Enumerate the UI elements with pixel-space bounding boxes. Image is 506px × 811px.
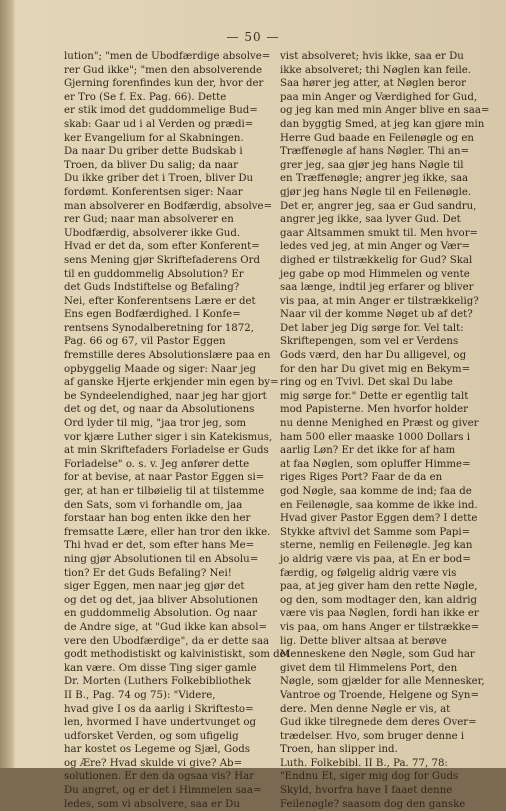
text-line: være vis paa Nøglen, fordi han ikke er [280,608,479,620]
text-line: sens Mening gjør Skriftefaderens Ord [64,254,261,266]
text-line: ikke absolveret; thi Nøglen kan feile. [280,64,471,76]
text-line: trædelser. Hvo, som bruger denne i [280,730,465,742]
text-line: paa min Anger og Værdighed for Gud, [280,91,478,103]
text-line: aarlig Løn? Er det ikke for af ham [280,445,456,457]
text-line: Feilenøgle? saasom dog den ganske [280,798,466,810]
text-line: vere den Ubodfærdige", da er dette saa [64,635,270,647]
text-line: lig. Dette bliver altsaa at berøve [280,635,447,647]
text-line: jo aldrig være vis paa, at En er bod= [280,553,471,565]
text-line: Dr. Morten (Luthers Folkebibliothek [64,676,251,688]
left-text-column [64,50,290,811]
text-line: de Andre sige, at "Gud ikke kan absol= [64,621,268,633]
text-line: jeg gabe op mod Himmelen og vente [280,268,470,280]
text-line: fordømt. Konferentsen siger: Naar [64,186,243,198]
text-line: Menneskene den Nøgle, som Gud har [280,649,475,661]
text-line: tion? Er det Guds Befaling? Nei! [64,567,232,579]
text-line: Du ikke griber det i Troen, bliver Du [64,173,254,185]
text-line: ledes ved jeg, at min Anger og Vær= [280,241,471,253]
text-line: ker Evangelium for al Skabningen. [64,132,244,144]
text-line: grer jeg, saa gjør jeg hans Nøgle til [280,159,464,171]
text-line: Thi hvad er det, som efter hans Me= [64,540,255,552]
text-line: Da naar Du griber dette Budskab i [64,146,243,158]
text-line: Gud ikke tilregnede dem deres Over= [280,717,477,729]
text-line: man absolverer en Bodfærdig, absolve= [64,200,273,212]
text-line: Luth. Folkebibl. II B., Pa. 77, 78: [280,757,448,769]
text-line: angrer jeg ikke, saa lyver Gud. Det [280,214,461,226]
text-line: Troen, da bliver Du salig; da naar [64,159,239,171]
text-line: Stykke aftvivl det Samme som Papi= [280,526,471,538]
text-line: Skriftepengen, som vel er Verdens [280,336,459,348]
text-line: gaar Altsammen smukt til. Men hvor= [280,227,479,239]
text-line: Træffenøgle af hans Nøgler. Thi an= [280,146,470,158]
text-line: Vantroe og Troende, Helgene og Syn= [280,689,480,701]
page-number: — 50 — [226,30,280,44]
text-line: er Tro (Se f. Ex. Pag. 66). Dette [64,91,227,103]
right-text-column [280,50,490,811]
text-line: opbyggelig Maade og siger: Naar jeg [64,363,256,375]
text-line: ger, at han er tilbøielig til at tilstemme [64,486,265,497]
text-line: Naar vil der komme Nøget ub af det? [280,309,473,321]
text-line: givet dem til Himmelens Port, den [280,662,458,674]
text-line: god Nøgle, saa komme de ind; faa de [280,486,472,497]
text-line: II B., Pag. 74 og 75): "Videre, [64,689,216,701]
text-line: paa, at jeg giver ham den rette Nøgle, [280,581,478,593]
text-line: til en guddommelig Absolution? Er [64,268,244,280]
text-line: færdig, og følgelig aldrig være vis [280,567,457,579]
text-line: Pag. 66 og 67, vil Pastor Eggen [64,336,226,348]
text-line: siger Eggen, men naar jeg gjør det [64,581,245,593]
text-line: Det er, angrer jeg, saa er Gud sandru, [280,200,477,212]
text-line: en guddommelig Absolution. Og naar [64,608,257,620]
text-line: vis paa, at min Anger er tilstrækkelig? [280,295,479,307]
text-line: rer Gud; naar man absolverer en [64,214,234,226]
text-line: vis paa, om hans Anger er tilstrække= [280,621,480,633]
text-line: Hvad er det da, som efter Konferent= [64,241,260,253]
text-line: kan være. Om disse Ting siger gamle [64,662,257,674]
text-line: Ubodfærdig, absolverer ikke Gud. [64,227,241,239]
text-line: det og det, og naar da Absolutionens [64,404,255,416]
text-line: rentsens Synodalberetning for 1872, [64,322,254,334]
text-line: Saa hører jeg atter, at Nøglen beror [280,78,467,90]
text-line: saa længe, indtil jeg erfarer og bliver [280,282,474,294]
text-line: dan byggtig Smed, at jeg kan gjøre min [280,118,485,130]
text-line: rer Gud ikke"; "men den absolverende [64,64,262,76]
text-line: "Endnu Et, siger mig dog for Guds [280,771,459,783]
text-line: og jeg kan med min Anger blive en saa= [280,105,490,117]
text-line: mod Papisterne. Men hvorfor holder [280,404,469,416]
text-line: en Feilenøgle, saa komme de ikke ind. [280,499,478,511]
text-line: dighed er tilstrækkelig for Gud? Skal [280,254,473,266]
text-line: ledes, som vi absolvere, saa er Du [64,798,240,810]
text-line: en Træffenøgle; angrer jeg ikke, saa [280,173,469,185]
text-line: udforsket Verden, og som ufigelig [64,730,239,742]
text-line: Du angret, og er det i Himmelen saa= [64,785,262,797]
text-line: den Sats, som vi forhandle om, jaa [64,499,243,511]
text-line: Ord lyder til mig, "jaa tror jeg, som [64,418,247,430]
text-line: vor kjære Luther siger i sin Katekismus, [64,431,273,443]
text-line: for den har Du givet mig en Bekym= [280,363,471,375]
text-line: ring og en Tvivl. Det skal Du labe [280,377,453,389]
text-line: be Syndeelendighed, naar jeg har gjort [64,390,267,402]
text-line: og den, som modtager den, kan aldrig [280,594,478,606]
text-line: for at bevise, at naar Pastor Eggen si= [64,472,265,484]
text-line: mig sørge for." Dette er egentlig talt [280,390,469,402]
text-line: skab: Gaar ud i al Verden og prædi= [64,118,254,130]
text-line: Forladelse" o. s. v. Jeg anfører dette [64,458,250,470]
text-line: nu denne Menighed en Præst og giver [280,418,479,430]
text-line: vist absolveret; hvis ikke, saa er Du [280,51,464,62]
text-line: og det og det, jaa bliver Absolutionen [64,594,258,606]
text-line: Nøgle, som gjælder for alle Mennesker, [280,676,485,688]
text-line: og Ære? Hvad skulde vi give? Ab= [64,757,243,769]
page-gutter [0,0,14,768]
text-line: det Guds Indstiftelse og Befaling? [64,282,240,294]
text-line: af ganske Hjerte erkjender min egen by= [64,377,279,389]
text-line: len, hvormed I have undertvunget og [64,717,257,729]
text-line: Gods værd, den har Du alligevel, og [280,350,467,362]
text-line: ham 500 eller maaske 1000 Dollars i [280,431,471,443]
text-line: godt methodistiskt og kalvinistiskt, som det [64,649,290,661]
text-line: Nei, efter Konferentsens Lære er det [64,295,256,307]
text-line: Troen, han slipper ind. [280,744,398,756]
text-line: at faa Nøglen, som opluffer Himme= [280,458,471,470]
text-line: fremstille deres Absolutionslære paa en [64,350,271,362]
text-line: dere. Men denne Nøgle er vis, at [280,703,451,715]
text-line: fremsatte Lære, eller han tror den ikke. [64,526,271,538]
text-line: lution"; "men de Ubodfærdige absolve= [64,51,271,62]
text-line: gjør jeg hans Nøgle til en Feilenøgle. [280,186,472,198]
text-line: hvad give I os da aarlig i Skriftesto= [64,703,254,715]
text-line: sterne, nemlig en Feilenøgle. Jeg kan [280,540,473,552]
text-line: har kostet os Legeme og Sjæl, Gods [64,744,250,756]
text-line: Gjerning forenfindes kun der, hvor der [64,78,264,90]
text-line: ning gjør Absolutionen til en Absolu= [64,553,259,565]
text-line: at min Skriftefaders Forladelse er Guds [64,445,269,457]
text-line: Herre Gud baade en Feilenøgle og en [280,132,474,144]
text-line: Skyld, hvorfra have I faaet denne [280,785,453,797]
text-line: er stik imod det guddommelige Bud= [64,105,258,117]
text-line: Ens egen Bodfærdighed. I Konfe= [64,309,241,321]
text-line: Det laber jeg Dig sørge for. Vel talt: [280,322,464,334]
text-line: solutionen. Er den da ogsaa vis? Har [64,771,255,783]
text-line: forstaar han bog enten ikke den her [64,513,251,525]
text-line: Hvad giver Pastor Eggen dem? I dette [280,513,478,525]
text-line: riges Riges Port? Faar de da en [280,472,443,484]
